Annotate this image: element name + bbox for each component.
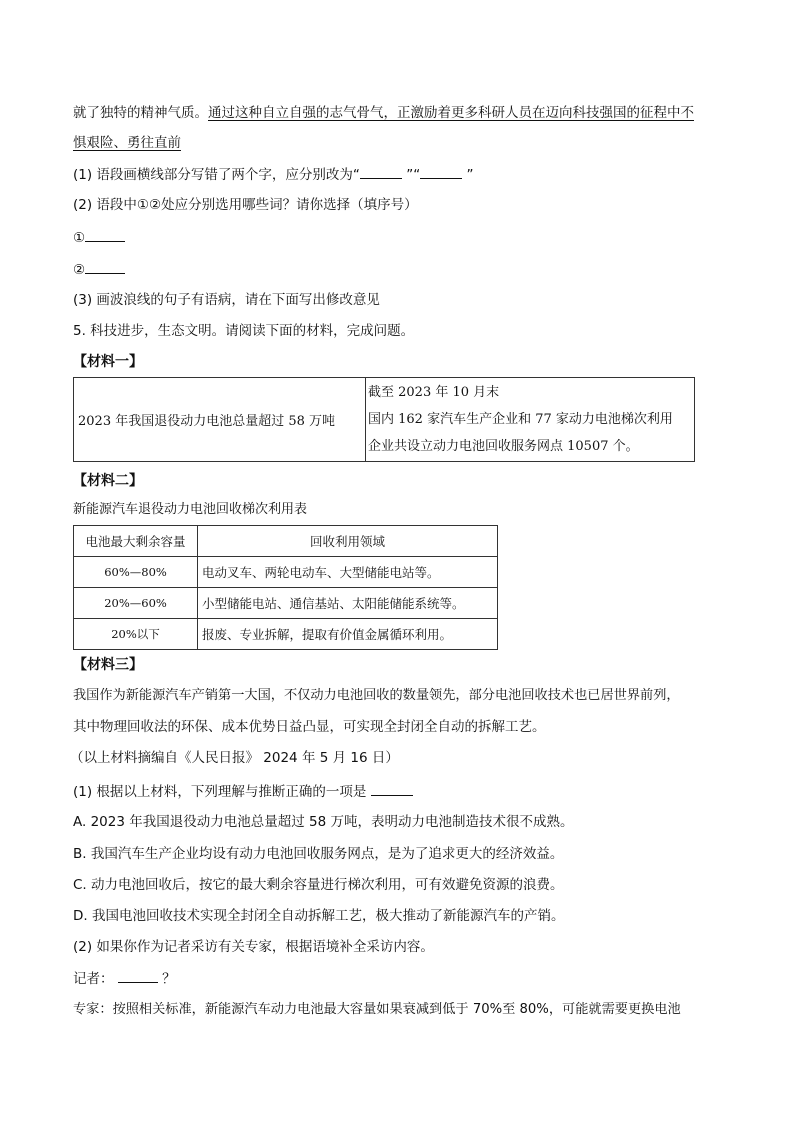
table-row: 60%—80% 电动叉车、两轮电动车、大型储能电站等。 [74,557,498,588]
table-header: 回收利用领域 [198,526,498,557]
answer-blank-reporter[interactable] [118,968,158,983]
table-header: 电池最大剩余容量 [74,526,198,557]
paragraph-text: 就了独特的精神气质。 [73,105,208,121]
answer-blank-2[interactable] [420,164,462,179]
option-c: C. 动力电池回收后，按它的最大剩余容量进行梯次利用，可有效避免资源的浪费。 [73,877,564,893]
material-3-line-2: 其中物理回收法的环保、成本优势日益凸显，可实现全封闭全自动的拆解工艺。 [73,719,546,735]
paragraph-line-2 [73,133,181,153]
answer-blank-q5-1[interactable] [371,781,413,796]
table-row: 20%以下 报废、专业拆解，提取有价值金属循环利用。 [74,619,498,650]
material-3-heading: 【材料三】 [73,657,143,673]
material-3-line-1: 我国作为新能源汽车产销第一大国，不仅动力电池回收的数量领先，部分电池回收技术也已居世界前列， [73,688,680,703]
table-row: 20%—60% 小型储能电站、通信基站、太阳能储能系统等。 [74,588,498,619]
material-1-heading: 【材料一】 [73,354,143,370]
q5-stem: 5. 科技进步，生态文明。请阅读下面的材料，完成问题。 [73,323,415,339]
expert-line: 专家：按照相关标准，新能源汽车动力电池最大容量如果衰减到低于 70%至 80%，可能就需要更换电池 [73,1002,681,1017]
q4-option-1: ① [73,227,125,248]
q4-sub2: (2) 语段中①②处应分别选用哪些词？请你选择（填序号） [73,197,418,213]
material-1-right-cell: 截至 2023 年 10 月末 国内 162 家汽车生产企业和 77 家动力电池梯次利用 企业共设立动力电池回收服务网点 10507 个。 [366,378,695,462]
recycling-table [73,525,498,650]
answer-blank-opt1[interactable] [85,227,125,242]
q4-sub3: (3) 画波浪线的句子有语病，请在下面写出修改意见 [73,292,380,308]
option-b: B. 我国汽车生产企业均设有动力电池回收服务网点，是为了追求更大的经济效益。 [73,846,564,862]
answer-blank-1[interactable] [360,164,402,179]
paragraph-line-1 [73,103,694,123]
q5-sub2: (2) 如果你作为记者采访有关专家，根据语境补全采访内容。 [73,939,434,955]
wavy-sentence-cont: 惧艰险、勇往直前 [73,135,181,151]
material-1-left-cell: 2023 年我国退役动力电池总量超过 58 万吨 [74,378,366,462]
q4-option-2: ② [73,259,125,280]
q5-sub1: (1) 根据以上材料，下列理解与推断正确的一项是 [73,781,413,802]
q4-sub1: (1) 语段画横线部分写错了两个字，应分别改为“ ”“ ” [73,164,474,185]
material-2-heading: 【材料二】 [73,473,143,489]
option-d: D. 我国电池回收技术实现全封闭全自动拆解工艺，极大推动了新能源汽车的产销。 [73,908,565,924]
source-note: （以上材料摘编自《人民日报》 2024 年 5 月 16 日） [70,750,399,766]
reporter-line: 记者： ？ [73,968,176,989]
wavy-sentence: 通过这种自立自强的志气骨气，正激励着更多科研人员在迈向科技强国的征程中不 [208,105,694,121]
option-a: A. 2023 年我国退役动力电池总量超过 58 万吨，表明动力电池制造技术很不成熟。 [73,814,574,830]
answer-blank-opt2[interactable] [85,259,125,274]
material-2-title: 新能源汽车退役动力电池回收梯次利用表 [73,502,308,517]
material-1-table [73,377,695,462]
